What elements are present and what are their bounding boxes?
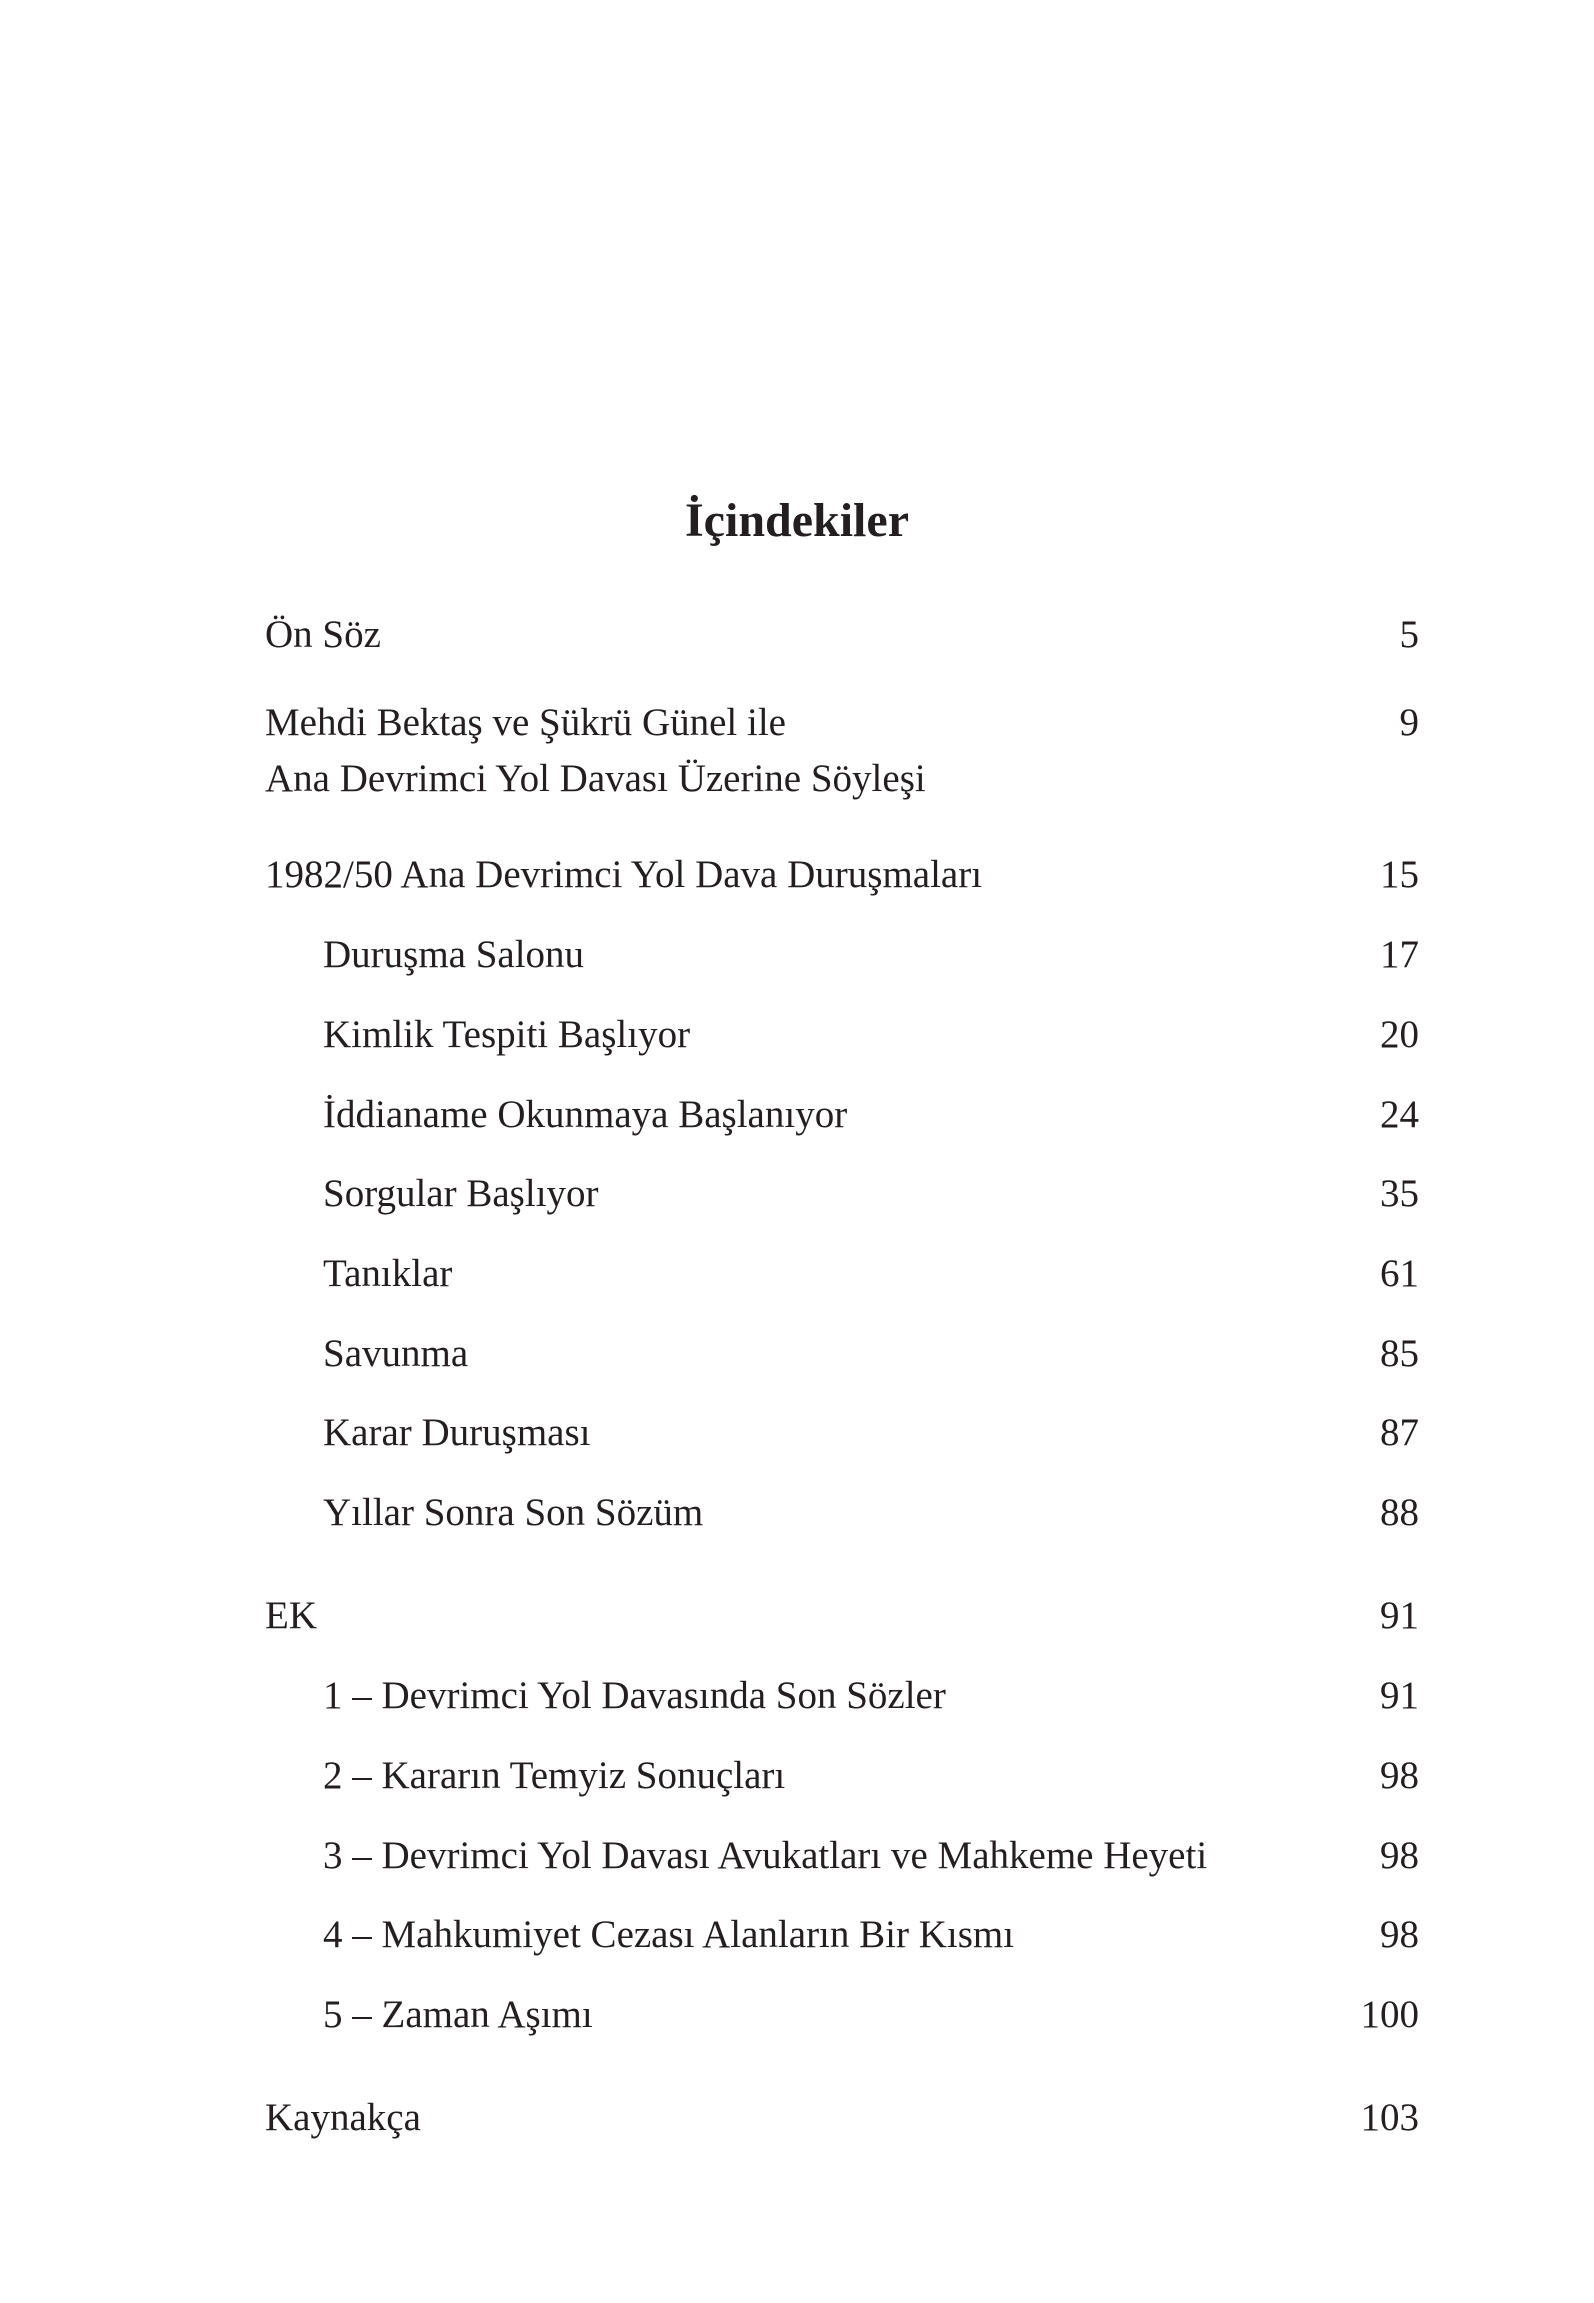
toc-entry-page: 98	[1380, 1834, 1419, 1877]
toc-subentry	[265, 1413, 1419, 1452]
toc-entry-page: 98	[1380, 1754, 1419, 1797]
toc-entry-label-line2: Ana Devrimci Yol Davası Üzerine Söyleşi	[265, 757, 926, 800]
page-title: İçindekiler	[685, 494, 909, 547]
toc-entry-label: EK	[265, 1594, 317, 1637]
toc-entry-label: 4 – Mahkumiyet Cezası Alanların Bir Kısmı	[323, 1913, 1015, 1956]
toc-entry-label: 3 – Devrimci Yol Davası Avukatları ve Mahkeme Heyeti	[323, 1834, 1208, 1877]
toc-entry-ek	[265, 1596, 1419, 1635]
toc-subentry	[265, 1254, 1419, 1293]
toc-entry-label: Kaynakça	[265, 2096, 421, 2139]
toc-subentry	[265, 1836, 1419, 1875]
toc-entry-page: 17	[1380, 933, 1419, 976]
toc-entry-page: 61	[1380, 1252, 1419, 1295]
toc-entry-page: 9	[1399, 701, 1419, 744]
toc-subentry	[265, 935, 1419, 974]
toc-subentry	[265, 1493, 1419, 1532]
toc-entry-label: 5 – Zaman Aşımı	[323, 1993, 593, 2036]
toc-entry-kaynakca	[265, 2098, 1419, 2137]
toc-entry-label: Tanıklar	[323, 1252, 453, 1295]
toc-entry-label-line1: Mehdi Bektaş ve Şükrü Günel ile	[265, 701, 786, 744]
toc-entry-page: 20	[1380, 1013, 1419, 1056]
toc-entry-page: 88	[1380, 1491, 1419, 1534]
toc-entry-durusmalar	[265, 855, 1419, 894]
toc-entry-label: 2 – Kararın Temyiz Sonuçları	[323, 1754, 786, 1797]
toc-entry-page: 91	[1380, 1594, 1419, 1637]
toc-entry-page: 24	[1380, 1093, 1419, 1136]
toc-entry-label: Karar Duruşması	[323, 1411, 591, 1454]
toc-subentry	[265, 1995, 1419, 2034]
toc-entry-page: 103	[1360, 2096, 1419, 2139]
toc-entry-page: 15	[1380, 853, 1419, 896]
toc-entry-label: Sorgular Başlıyor	[323, 1172, 599, 1215]
toc-subentry	[265, 1174, 1419, 1213]
toc-entry-label: Yıllar Sonra Son Sözüm	[323, 1491, 704, 1534]
toc-subentry	[265, 1334, 1419, 1373]
toc-entry-label: İddianame Okunmaya Başlanıyor	[323, 1093, 848, 1136]
toc-subentry	[265, 1095, 1419, 1134]
toc-entry-label: Savunma	[323, 1332, 469, 1375]
toc-entry-on-soz	[265, 615, 1419, 654]
toc-entry-label: Ön Söz	[265, 613, 381, 656]
toc-entry-page: 98	[1380, 1913, 1419, 1956]
toc-entry-page: 5	[1399, 613, 1419, 656]
toc-subentry	[265, 1915, 1419, 1954]
toc-entry-label: 1 – Devrimci Yol Davasında Son Sözler	[323, 1674, 946, 1717]
toc-entry-label	[265, 695, 926, 807]
toc-subentry	[265, 1015, 1419, 1054]
toc-entry-page: 100	[1360, 1993, 1419, 2036]
toc-entry-label: Kimlik Tespiti Başlıyor	[323, 1013, 691, 1056]
toc-entry-page: 35	[1380, 1172, 1419, 1215]
toc-subentry	[265, 1756, 1419, 1795]
toc-entry-label: 1982/50 Ana Devrimci Yol Dava Duruşmaları	[265, 853, 983, 896]
toc-entry-label: Duruşma Salonu	[323, 933, 585, 976]
toc-entry-page: 91	[1380, 1674, 1419, 1717]
toc-entry-soylesi	[265, 695, 1419, 807]
toc-entry-page: 85	[1380, 1332, 1419, 1375]
toc-entry-page: 87	[1380, 1411, 1419, 1454]
toc-subentry	[265, 1676, 1419, 1715]
